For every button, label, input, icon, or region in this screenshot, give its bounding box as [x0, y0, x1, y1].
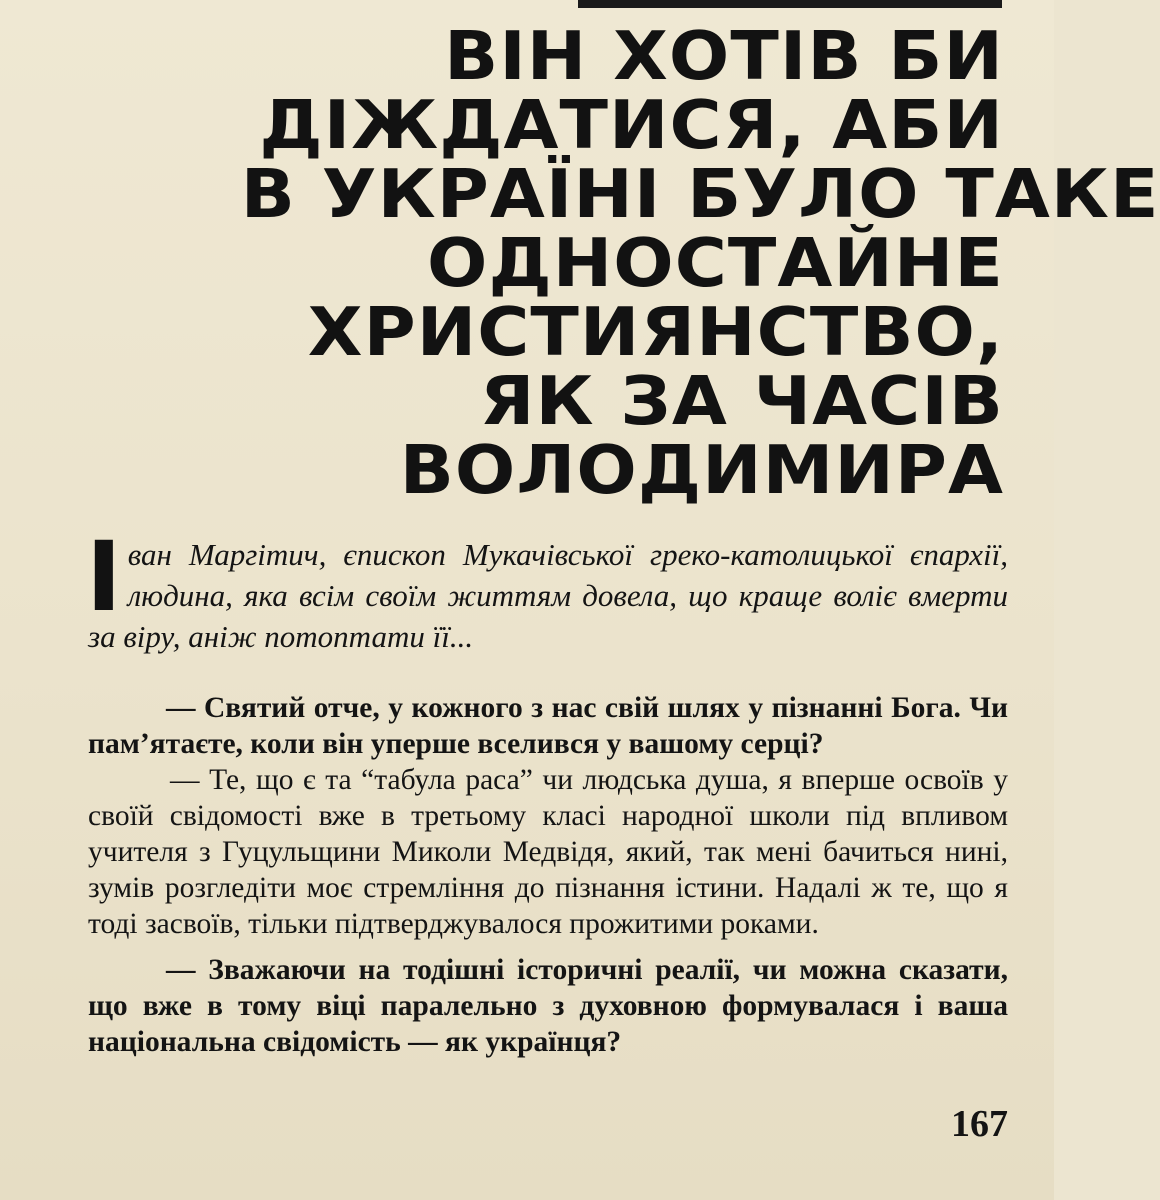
headline-line: ВОЛОДИМИРА: [399, 431, 1004, 509]
headline-line: ДІЖДАТИСЯ, АБИ: [259, 86, 1004, 164]
intro-text: ван Маргітич, єпископ Мукачівської греко-католицької єпархії, людина, яка всім своїм життям довела, що краще воліє вмерти за віру, аніж потоптати її...: [88, 537, 1008, 654]
interview-question: — Святий отче, у кожного з нас свій шлях у пізнанні Бога. Чи пам’ятаєте, коли він уперше вселився у вашому серці?: [88, 692, 1008, 760]
intro-paragraph: [86, 521, 1008, 657]
headline-line: ЯК ЗА ЧАСІВ: [479, 362, 1005, 440]
interview-question: — Зважаючи на тодішні історичні реалії, чи можна сказати, що вже в тому віці паралельно з духовною формувалася і ваша національна свідомість — як українця?: [88, 954, 1008, 1058]
top-rule: [578, 0, 1002, 8]
headline-line: ВІН ХОТІВ БИ: [444, 17, 1004, 95]
article-headline: [240, 17, 1160, 509]
page-number: 167: [951, 1103, 1008, 1145]
interview-body: [88, 690, 1008, 1060]
headline-line: В УКРАЇНІ БУЛО ТАКЕ: [240, 155, 1160, 233]
interview-answer: — Те, що є та “табула раса” чи людська душа, я вперше освоїв у своїй свідомості вже в третьому класі народної школи під впливом учителя з Гуцульщини Миколи Медвідя, який, так мені бачиться нині, зумів розгледіти моє стремління до пізнання істини. Надалі ж те, що я тоді засвоїв, тільки підтверджувалося прожитими роками.: [88, 764, 1008, 940]
headline-line: ОДНОСТАЙНЕ: [427, 224, 1004, 302]
headline-line: ХРИСТИЯНСТВО,: [307, 293, 1004, 371]
drop-cap: І: [86, 521, 122, 633]
